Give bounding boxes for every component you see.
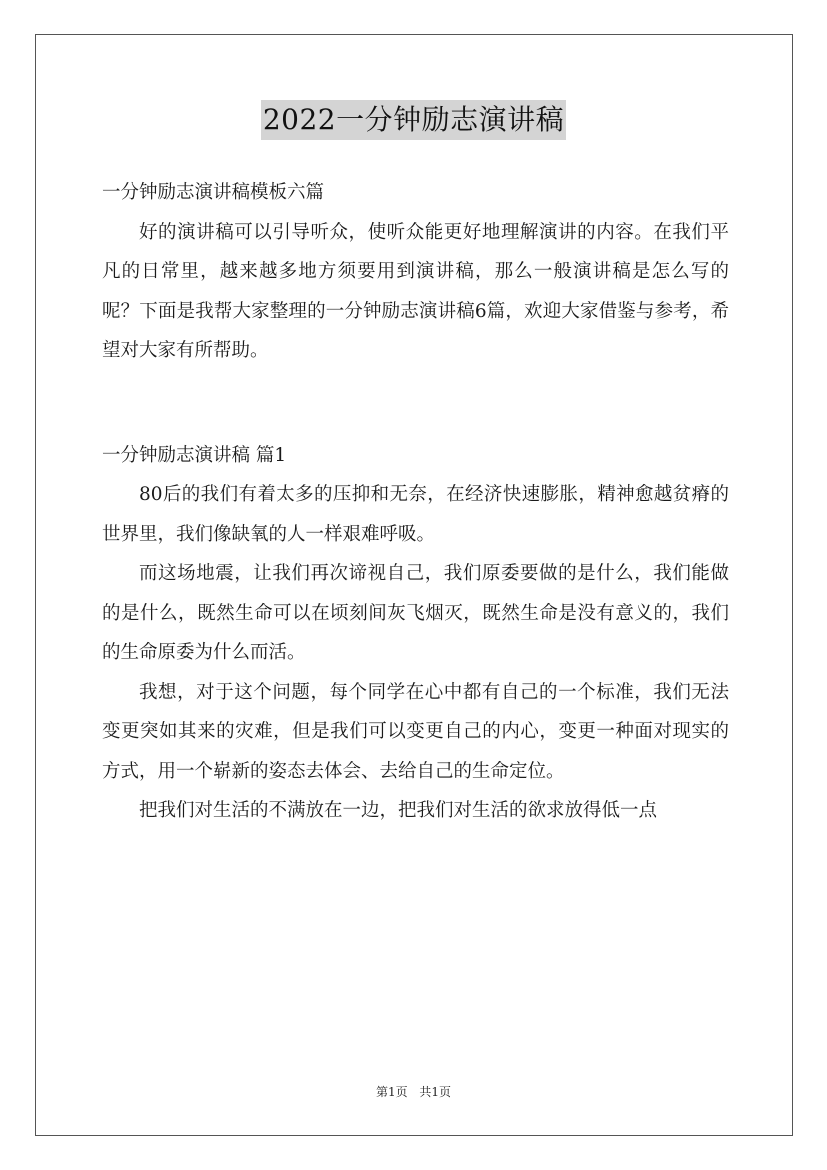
body-paragraph-3: 我想，对于这个问题，每个同学在心中都有自己的一个标准，我们无法变更突如其来的灾难，但是我们可以变更自己的内心，变更一种面对现实的方式，用一个崭新的姿态去体会、去给自己的生命定位。 — [102, 681, 729, 782]
section-heading: 一分钟励志演讲稿 篇1 — [102, 444, 287, 466]
section-spacer — [102, 371, 729, 436]
body-paragraph-4: 把我们对生活的不满放在一边，把我们对生活的欲求放得低一点 — [139, 800, 658, 821]
intro-paragraph: 好的演讲稿可以引导听众，使听众能更好地理解演讲的内容。在我们平凡的日常里，越来越多地方须要用到演讲稿，那么一般演讲稿是怎么写的呢？下面是我帮大家整理的一分钟励志演讲稿6篇，欢迎大家借鉴与参考，希望对大家有所帮助。 — [102, 221, 729, 361]
document-title: 2022一分钟励志演讲稿 — [261, 100, 566, 140]
body-paragraph-2: 而这场地震，让我们再次谛视自己，我们原委要做的是什么，我们能做的是什么，既然生命可以在顷刻间灰飞烟灭，既然生命是没有意义的，我们的生命原委为什么而活。 — [102, 563, 729, 663]
document-subtitle: 一分钟励志演讲稿模板六篇 — [102, 182, 325, 203]
page-total: 共1页 — [419, 1085, 452, 1099]
document-body — [102, 173, 729, 831]
title-container — [0, 100, 827, 140]
body-paragraph-1: 80后的我们有着太多的压抑和无奈，在经济快速膨胀，精神愈越贫瘠的世界里，我们像缺氧的人一样艰难呼吸。 — [102, 484, 729, 545]
page-footer — [0, 1082, 827, 1102]
page-number: 第1页 — [375, 1085, 408, 1099]
